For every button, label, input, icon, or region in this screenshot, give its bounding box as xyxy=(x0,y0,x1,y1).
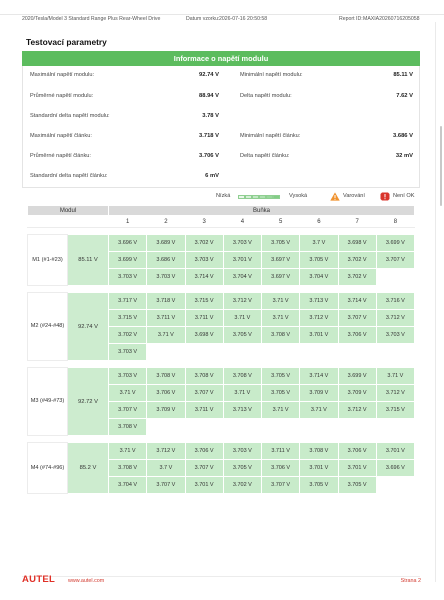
cell-voltage: 3.708 V xyxy=(223,368,261,385)
module-spacer xyxy=(28,361,415,368)
cell-voltage: 3.709 V xyxy=(300,385,338,402)
cell-voltage: 3.697 V xyxy=(262,269,300,286)
module-spacer xyxy=(28,286,415,293)
module-name: M1 (#1-#23) xyxy=(28,235,68,286)
module-spacer xyxy=(28,228,415,235)
cell-index-header: 3 xyxy=(185,216,223,228)
cell-voltage: 3.697 V xyxy=(262,252,300,269)
cell-voltage: 3.701 V xyxy=(338,460,376,477)
info-value: 7.62 V xyxy=(396,93,413,99)
cell-voltage: 3.699 V xyxy=(109,252,147,269)
report-id-label: Report ID: xyxy=(339,16,363,22)
module-voltage-banner: Informace o napětí modulu xyxy=(22,51,420,66)
cell-voltage xyxy=(376,419,414,436)
cell-voltage: 3.707 V xyxy=(376,252,414,269)
cell-voltage: 3.714 V xyxy=(300,368,338,385)
info-label: Průměrné napětí článku: xyxy=(30,153,91,159)
cell-voltage: 3.706 V xyxy=(338,443,376,460)
cell-voltage: 3.715 V xyxy=(185,293,223,310)
cell-voltage: 3.696 V xyxy=(109,235,147,252)
table-column-numbers xyxy=(28,216,415,228)
info-label: Delta napětí modulu: xyxy=(240,93,292,99)
cell-voltage: 3.713 V xyxy=(223,402,261,419)
module-name: M2 (#24-#48) xyxy=(28,293,68,361)
cell-voltage xyxy=(223,419,261,436)
cell-voltage: 3.71 V xyxy=(223,385,261,402)
info-label: Průměrné napětí modulu: xyxy=(30,93,94,99)
cell-voltage: 3.708 V xyxy=(300,443,338,460)
info-value: 3.706 V xyxy=(199,153,219,159)
module-voltage: 85.2 V xyxy=(68,443,109,494)
table-row xyxy=(28,443,415,460)
cell-voltage: 3.699 V xyxy=(376,235,414,252)
cell-voltage: 3.707 V xyxy=(109,402,147,419)
cell-index-header: 2 xyxy=(147,216,185,228)
cell-voltage: 3.704 V xyxy=(223,269,261,286)
cell-voltage xyxy=(147,419,185,436)
cell-voltage: 3.706 V xyxy=(262,460,300,477)
cell-index-header: 1 xyxy=(109,216,147,228)
date-value: 2026-07-16 20:50:58 xyxy=(219,16,268,22)
cell-voltage: 3.702 V xyxy=(223,477,261,494)
cell-voltage: 3.705 V xyxy=(262,385,300,402)
cell-voltage: 3.706 V xyxy=(147,385,185,402)
cell-voltage: 3.689 V xyxy=(147,235,185,252)
cell-voltage: 3.686 V xyxy=(147,252,185,269)
cell-voltage xyxy=(223,344,261,361)
vehicle-name: 2020/Tesla/Model 3 Standard Range Plus Rear-Wheel Drive xyxy=(22,16,161,22)
info-value: 3.718 V xyxy=(199,133,219,139)
page-number: Strana 2 xyxy=(400,578,421,584)
cell-voltage xyxy=(338,344,376,361)
cell-voltage: 3.71 V xyxy=(262,293,300,310)
cell-voltage: 3.711 V xyxy=(185,402,223,419)
module-spacer xyxy=(28,436,415,443)
cell-voltage xyxy=(185,419,223,436)
cell-voltage: 3.706 V xyxy=(185,443,223,460)
cell-voltage: 3.708 V xyxy=(262,327,300,344)
spacer-cell xyxy=(28,286,415,293)
autel-logo: AUTEL xyxy=(22,574,56,585)
legend-low-label: Nízká xyxy=(216,193,231,199)
legend-not-ok-label: Není OK xyxy=(393,193,415,199)
legend-high-label: Vysoká xyxy=(289,193,308,199)
cell-voltage: 3.715 V xyxy=(109,310,147,327)
cell-voltage: 3.708 V xyxy=(109,460,147,477)
cell-voltage: 3.707 V xyxy=(185,385,223,402)
cell-voltage: 3.709 V xyxy=(147,402,185,419)
cell-voltage: 3.705 V xyxy=(338,477,376,494)
not-ok-icon xyxy=(380,192,390,201)
module-voltage: 92.72 V xyxy=(68,368,109,436)
cell-voltage: 3.699 V xyxy=(338,368,376,385)
cell-voltage: 3.702 V xyxy=(338,252,376,269)
cell-voltage: 3.698 V xyxy=(338,235,376,252)
cell-voltage: 3.702 V xyxy=(338,269,376,286)
cell-voltage: 3.703 V xyxy=(223,235,261,252)
cell-voltage: 3.703 V xyxy=(109,269,147,286)
cell-voltage: 3.707 V xyxy=(185,460,223,477)
module-name: M3 (#49-#73) xyxy=(28,368,68,436)
legend-gradient-bar xyxy=(238,195,280,199)
cell-voltage: 3.712 V xyxy=(223,293,261,310)
info-label: Maximální napětí modulu: xyxy=(30,72,95,78)
cell-voltage: 3.703 V xyxy=(109,368,147,385)
page-edge xyxy=(435,22,436,582)
cell-voltage: 3.706 V xyxy=(338,327,376,344)
cell-voltage: 3.714 V xyxy=(185,269,223,286)
cell-voltage: 3.707 V xyxy=(262,477,300,494)
cell-voltage xyxy=(185,344,223,361)
cell-voltage: 3.71 V xyxy=(223,310,261,327)
cell-voltage: 3.705 V xyxy=(262,235,300,252)
info-label: Minimální napětí modulu: xyxy=(240,72,303,78)
info-label: Standardní delta napětí článku: xyxy=(30,173,108,179)
cell-voltage xyxy=(376,344,414,361)
cell-voltage: 3.7 V xyxy=(300,235,338,252)
cell-voltage: 3.696 V xyxy=(376,460,414,477)
cell-voltage-table xyxy=(27,205,415,494)
cell-index-header: 6 xyxy=(300,216,338,228)
cell-voltage: 3.712 V xyxy=(338,402,376,419)
scrollbar-thumb[interactable] xyxy=(440,126,442,206)
module-subheader xyxy=(28,216,109,228)
cell-voltage: 3.702 V xyxy=(185,235,223,252)
cell-voltage: 3.716 V xyxy=(376,293,414,310)
cell-voltage: 3.701 V xyxy=(300,460,338,477)
footer-divider xyxy=(22,576,420,577)
table-row xyxy=(28,368,415,385)
cell-voltage: 3.705 V xyxy=(262,368,300,385)
cell-voltage: 3.704 V xyxy=(109,477,147,494)
info-label: Minimální napětí článku: xyxy=(240,133,301,139)
module-voltage: 92.74 V xyxy=(68,293,109,361)
cell-voltage: 3.705 V xyxy=(300,477,338,494)
cell-voltage: 3.698 V xyxy=(185,327,223,344)
info-value: 88.94 V xyxy=(199,93,219,99)
voltage-info-panel xyxy=(22,66,420,188)
cell-index-header: 4 xyxy=(223,216,261,228)
cell-voltage: 3.708 V xyxy=(185,368,223,385)
cell-voltage: 3.714 V xyxy=(338,293,376,310)
cell-voltage: 3.708 V xyxy=(147,368,185,385)
cell-voltage: 3.702 V xyxy=(109,327,147,344)
spacer-cell xyxy=(28,228,415,235)
cell-voltage xyxy=(262,344,300,361)
cell-voltage: 3.703 V xyxy=(223,443,261,460)
cell-voltage: 3.71 V xyxy=(147,327,185,344)
info-label: Standardní delta napětí modulu: xyxy=(30,113,110,119)
cell-voltage xyxy=(262,419,300,436)
cell-voltage: 3.71 V xyxy=(262,310,300,327)
legend-warning-label: Varování xyxy=(343,193,365,199)
warning-triangle-icon xyxy=(330,192,340,201)
cell-voltage: 3.703 V xyxy=(376,327,414,344)
cell-voltage: 3.709 V xyxy=(338,385,376,402)
cell-voltage xyxy=(300,344,338,361)
cell-voltage: 3.711 V xyxy=(185,310,223,327)
cell-voltage: 3.705 V xyxy=(300,252,338,269)
cell-voltage: 3.71 V xyxy=(109,385,147,402)
cell-voltage: 3.703 V xyxy=(185,252,223,269)
cell-voltage: 3.71 V xyxy=(109,443,147,460)
cell-voltage: 3.711 V xyxy=(147,310,185,327)
header-divider xyxy=(0,14,444,15)
cell-voltage xyxy=(376,269,414,286)
spacer-cell xyxy=(28,436,415,443)
table-row xyxy=(28,293,415,310)
cell-voltage: 3.705 V xyxy=(223,327,261,344)
cell-index-header: 7 xyxy=(338,216,376,228)
cell-voltage: 3.703 V xyxy=(109,344,147,361)
cell-voltage: 3.703 V xyxy=(147,269,185,286)
report-id-value: MAXIA20260716205058 xyxy=(363,16,420,22)
module-name: M4 (#74-#96) xyxy=(28,443,68,494)
cell-voltage xyxy=(147,344,185,361)
section-title: Testovací parametry xyxy=(26,37,107,47)
cell-index-header: 5 xyxy=(262,216,300,228)
cell-voltage: 3.701 V xyxy=(185,477,223,494)
cell-voltage xyxy=(338,419,376,436)
info-value: 32 mV xyxy=(395,153,413,159)
cell-voltage: 3.708 V xyxy=(109,419,147,436)
info-value: 92.74 V xyxy=(199,72,219,78)
cell-voltage: 3.712 V xyxy=(376,385,414,402)
cell-voltage: 3.712 V xyxy=(147,443,185,460)
table-header-row xyxy=(28,206,415,216)
date-label: Datum vzorku: xyxy=(186,16,220,22)
cell-index-header: 8 xyxy=(376,216,414,228)
cell-voltage: 3.7 V xyxy=(147,460,185,477)
cell-voltage: 3.711 V xyxy=(262,443,300,460)
cell-voltage: 3.707 V xyxy=(338,310,376,327)
cell-voltage: 3.707 V xyxy=(147,477,185,494)
cell-voltage: 3.705 V xyxy=(223,460,261,477)
info-label: Maximální napětí článku: xyxy=(30,133,92,139)
cell-voltage xyxy=(376,477,414,494)
info-value: 3.686 V xyxy=(393,133,413,139)
cell-voltage: 3.71 V xyxy=(300,402,338,419)
spacer-cell xyxy=(28,361,415,368)
info-value: 3.78 V xyxy=(202,113,219,119)
cell-voltage: 3.717 V xyxy=(109,293,147,310)
cell-voltage: 3.715 V xyxy=(376,402,414,419)
cell-voltage: 3.713 V xyxy=(300,293,338,310)
cell-voltage: 3.71 V xyxy=(262,402,300,419)
info-value: 6 mV xyxy=(205,173,219,179)
cell-column-header: Buňka xyxy=(109,206,415,216)
cell-voltage: 3.71 V xyxy=(376,368,414,385)
cell-voltage: 3.712 V xyxy=(376,310,414,327)
table-row xyxy=(28,235,415,252)
cell-voltage: 3.701 V xyxy=(223,252,261,269)
cell-voltage: 3.704 V xyxy=(300,269,338,286)
cell-voltage: 3.701 V xyxy=(376,443,414,460)
cell-voltage: 3.701 V xyxy=(300,327,338,344)
cell-voltage xyxy=(300,419,338,436)
cell-voltage: 3.718 V xyxy=(147,293,185,310)
report-header xyxy=(0,0,444,30)
website-link[interactable]: www.autel.com xyxy=(68,578,105,584)
info-label: Delta napětí článku: xyxy=(240,153,290,159)
info-value: 85.11 V xyxy=(393,72,413,78)
module-column-header: Modul xyxy=(28,206,109,216)
module-voltage: 85.11 V xyxy=(68,235,109,286)
cell-voltage: 3.712 V xyxy=(300,310,338,327)
